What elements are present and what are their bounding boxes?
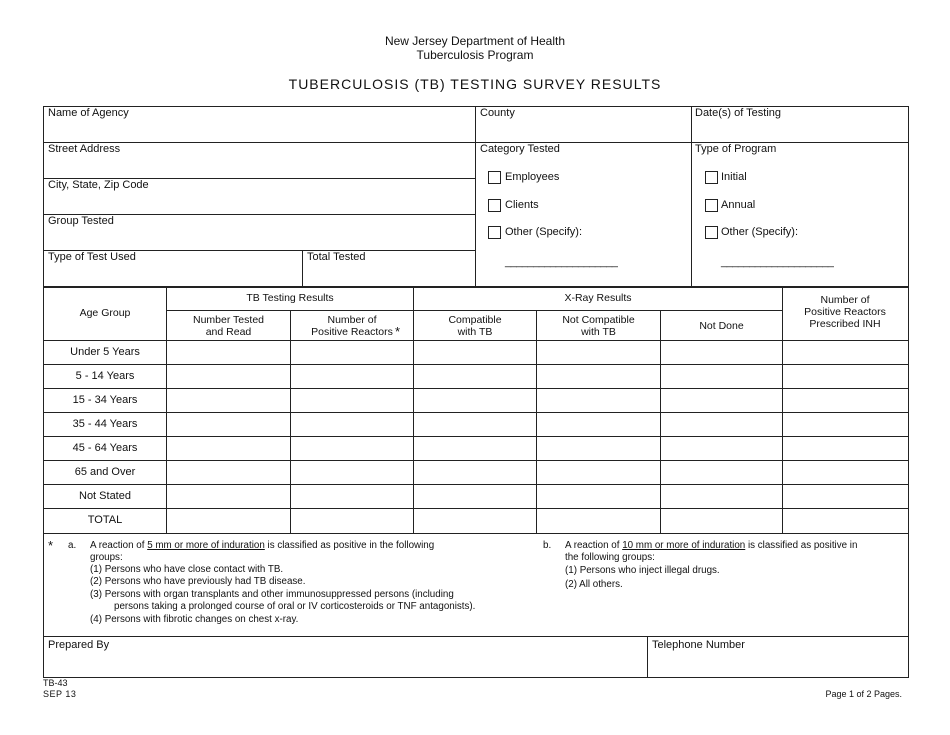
note-a-marker: a. — [68, 540, 77, 551]
department-name: New Jersey Department of Health — [384, 34, 566, 48]
prepared-by-field[interactable]: Prepared By — [48, 639, 110, 651]
note-b-text: A reaction of 10 mm or more of induration is classified as positive in — [565, 540, 858, 551]
age-group-header: Age Group — [79, 307, 131, 319]
row-label: 5 - 14 Years — [75, 370, 135, 382]
group-tested-field[interactable]: Group Tested — [48, 215, 114, 227]
number-tested-header: Number Tested and Read — [192, 314, 264, 338]
row-label-total: TOTAL — [87, 514, 123, 526]
not-compatible-header: Not Compatible with TB — [562, 314, 635, 338]
program-specify-line[interactable]: ____________________ — [721, 256, 834, 268]
street-address-field[interactable]: Street Address — [48, 143, 121, 155]
row-label: 15 - 34 Years — [72, 394, 138, 406]
clients-label: Clients — [505, 199, 539, 211]
category-other-label: Other (Specify): — [505, 226, 583, 238]
page-number: Page 1 of 2 Pages. — [825, 689, 902, 699]
employees-checkbox[interactable] — [488, 171, 501, 184]
category-tested-label: Category Tested — [480, 143, 560, 155]
initial-checkbox[interactable] — [705, 171, 718, 184]
program-other-checkbox[interactable] — [705, 226, 718, 239]
clients-checkbox[interactable] — [488, 199, 501, 212]
note-a-item: (2) Persons who have previously had TB disease. — [90, 576, 306, 587]
note-a-cont: groups: — [90, 552, 123, 563]
program-name: Tuberculosis Program — [416, 48, 534, 62]
note-b-item: (1) Persons who inject illegal drugs. — [565, 565, 720, 576]
tb-results-header: TB Testing Results — [246, 292, 334, 304]
note-a-text: A reaction of 5 mm or more of induration is classified as positive in the following — [90, 540, 435, 551]
form-number: TB-43 — [43, 678, 68, 688]
city-state-zip-field[interactable]: City, State, Zip Code — [48, 179, 149, 191]
program-other-label: Other (Specify): — [721, 226, 799, 238]
note-b-marker: b. — [543, 540, 552, 551]
compatible-header: Compatible with TB — [448, 314, 502, 338]
category-specify-line[interactable]: ____________________ — [505, 256, 618, 268]
not-done-header: Not Done — [699, 320, 744, 332]
category-other-checkbox[interactable] — [488, 226, 501, 239]
note-a-item: (4) Persons with fibrotic changes on chest x-ray. — [90, 614, 299, 625]
notes-asterisk: * — [48, 538, 54, 553]
signature-section — [43, 636, 909, 678]
annual-checkbox[interactable] — [705, 199, 718, 212]
xray-results-header: X-Ray Results — [564, 292, 632, 304]
dates-of-testing-field[interactable]: Date(s) of Testing — [695, 107, 782, 119]
total-tested-field[interactable]: Total Tested — [307, 251, 366, 263]
row-label: Under 5 Years — [70, 346, 140, 358]
telephone-field[interactable]: Telephone Number — [652, 639, 745, 651]
name-of-agency-field[interactable]: Name of Agency — [48, 107, 129, 119]
note-b-item: (2) All others. — [565, 579, 623, 590]
note-a-item: (1) Persons who have close contact with TB. — [90, 564, 284, 575]
note-b-cont: the following groups: — [565, 552, 655, 563]
employees-label: Employees — [505, 171, 560, 183]
form-revision: SEP 13 — [43, 689, 77, 699]
positive-reactors-header: Number of Positive Reactors — [311, 314, 393, 338]
form-title: TUBERCULOSIS (TB) TESTING SURVEY RESULTS — [288, 76, 662, 92]
row-label: 35 - 44 Years — [72, 418, 138, 430]
row-label: Not Stated — [79, 490, 131, 502]
initial-label: Initial — [721, 171, 747, 183]
positive-reactors-asterisk: * — [395, 324, 401, 339]
annual-label: Annual — [721, 199, 756, 211]
type-of-program-label: Type of Program — [695, 143, 777, 155]
note-a-item-cont: persons taking a prolonged course of oral or IV corticosteroids or TNF antagonists). — [114, 601, 476, 612]
row-label: 45 - 64 Years — [72, 442, 138, 454]
note-a-item: (3) Persons with organ transplants and other immunosuppressed persons (including — [90, 589, 454, 600]
type-of-test-field[interactable]: Type of Test Used — [48, 251, 136, 263]
row-label: 65 and Over — [74, 466, 136, 478]
county-field[interactable]: County — [480, 107, 515, 119]
inh-header: Number of Positive Reactors Prescribed INH — [804, 294, 886, 330]
